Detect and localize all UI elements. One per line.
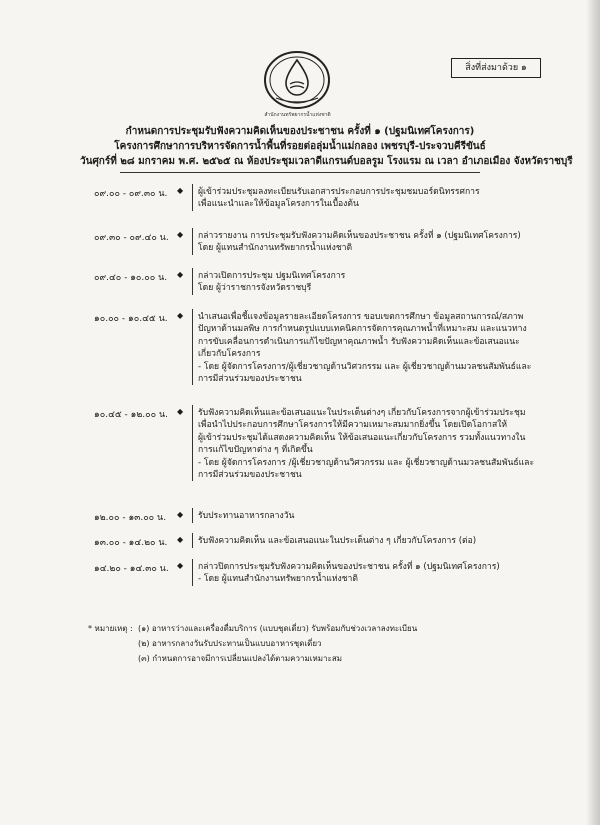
heading-line-3: วันศุกร์ที่ ๒๘ มกราคม พ.ศ. ๒๕๖๕ ณ ห้องประชุมเวลาดีแกรนด์บอลรูม โรงแรม ณ เวลา อำเภอเมือง จังหวัดราชบุรี [80,156,573,167]
heading-divider [120,172,480,173]
row-bar [192,508,193,523]
description-line: ปัญหาด้านมลพิษ การกำหนดรูปแบบเทคนิคการจัดการคุณภาพน้ำที่เหมาะสม และแนวทาง [198,324,527,335]
schedule-description [198,407,535,481]
note-item: (๓) กำหนดการอาจมีการเปลี่ยนแปลงได้ตามความเหมาะสม [138,654,342,663]
schedule-time: ๑๐.๔๕ - ๑๒.๐๐ น. [94,410,169,420]
schedule-time: ๑๒.๐๐ - ๑๓.๐๐ น. [94,513,167,523]
description-line: เพื่อนำไปประกอบการศึกษาโครงการให้มีความเหมาะสมมากยิ่งขึ้น โดยเปิดโอกาสให้ [198,420,508,431]
description-line: โดย ผู้แทนสำนักงานทรัพยากรน้ำแห่งชาติ [198,243,353,254]
row-bar [192,184,193,211]
description-line: โดย ผู้ว่าราชการจังหวัดราชบุรี [198,283,312,294]
schedule-description [198,230,521,255]
notes-label: * หมายเหตุ : [88,624,133,633]
description-line: รับประทานอาหารกลางวัน [198,511,295,521]
logo-caption: สำนักงานทรัพยากรน้ำแห่งชาติ [264,112,331,118]
schedule-description [198,510,498,522]
notes-list [138,621,438,666]
row-bar [192,268,193,295]
schedule-time: ๐๙.๔๐ - ๑๐.๐๐ น. [94,273,168,283]
description-line: กล่าวปิดการประชุมรับฟังความคิดเห็นของประชาชน ครั้งที่ ๑ (ปฐมนิเทศโครงการ) [198,562,500,572]
note-item: (๑) อาหารว่างและเครื่องดื่มบริการ (แบบชุดเดี่ยว) รับพร้อมกับช่วงเวลาลงทะเบียน [138,624,418,633]
description-line: - โดย ผู้จัดการโครงการ/ผู้เชี่ยวชาญด้านวิศวกรรม และ ผู้เชี่ยวชาญด้านมวลชนสัมพันธ์และ [198,361,532,372]
schedule-time: ๐๙.๓๐ - ๐๙.๔๐ น. [94,233,169,243]
schedule-description [198,535,498,547]
bullet-diamond-icon: ◆ [177,230,184,239]
description-line: การมีส่วนร่วมของประชาชน [198,374,302,385]
schedule-description [198,186,498,211]
description-line: เกี่ยวกับโครงการ [198,349,261,360]
row-bar [192,533,193,548]
note-item: (๒) อาหารกลางวันรับประทานเป็นแบบอาหารชุดเดี่ยว [138,639,322,648]
bullet-diamond-icon: ◆ [177,270,184,279]
bullet-diamond-icon: ◆ [177,510,184,519]
row-bar [192,559,193,586]
schedule-description [198,561,498,586]
schedule-description [198,311,532,385]
description-line: การมีส่วนร่วมของประชาชน [198,470,302,481]
page-edge-shadow [586,0,600,825]
bullet-diamond-icon: ◆ [177,186,184,195]
schedule-time: ๑๐.๐๐ - ๑๐.๔๕ น. [94,314,168,324]
row-bar [192,405,193,481]
agency-logo-icon [262,50,332,112]
row-bar [192,228,193,255]
heading-line-1: กำหนดการประชุมรับฟังความคิดเห็นของประชาชน ครั้งที่ ๑ (ปฐมนิเทศโครงการ) [125,126,475,137]
description-line: การขับเคลื่อนการดำเนินการแก้ไขปัญหาคุณภาพน้ำ รับฟังความคิดเห็นและข้อเสนอแนะ [198,336,520,347]
description-line: - โดย ผู้แทนสำนักงานทรัพยากรน้ำแห่งชาติ [198,574,358,585]
description-line: รับฟังความคิดเห็นและข้อเสนอแนะในประเด็นต่างๆ เกี่ยวกับโครงการจากผู้เข้าร่วมประชุม [198,408,526,418]
description-line: รับฟังความคิดเห็น และข้อเสนอแนะในประเด็นต่าง ๆ เกี่ยวกับโครงการ (ต่อ) [198,536,477,546]
description-line: กล่าวเปิดการประชุม ปฐมนิเทศโครงการ [198,271,346,281]
attachment-label: สิ่งที่ส่งมาด้วย ๑ [451,58,541,78]
bullet-diamond-icon: ◆ [177,561,184,570]
row-bar [192,309,193,385]
bullet-diamond-icon: ◆ [177,535,184,544]
bullet-diamond-icon: ◆ [177,407,184,416]
schedule-time: ๑๔.๒๐ - ๑๔.๓๐ น. [94,564,169,574]
bullet-diamond-icon: ◆ [177,311,184,320]
schedule-time: ๑๓.๐๐ - ๑๔.๒๐ น. [94,538,168,548]
schedule-description [198,270,498,295]
description-line: ผู้เข้าร่วมประชุมลงทะเบียนรับเอกสารประกอบการประชุมชมบอร์ดนิทรรศการ [198,187,480,197]
schedule-time: ๐๙.๐๐ - ๐๙.๓๐ น. [94,189,168,199]
description-line: - โดย ผู้จัดการโครงการ /ผู้เชี่ยวชาญด้านวิศวกรรม และ ผู้เชี่ยวชาญด้านมวลชนสัมพันธ์และ [198,457,535,468]
description-line: เพื่อแนะนำและให้ข้อมูลโครงการในเบื้องต้น [198,199,359,210]
heading-line-2: โครงการศึกษาการบริหารจัดการน้ำพื้นที่รอยต่อลุ่มน้ำแม่กลอง เพชรบุรี-ประจวบคีรีขันธ์ [114,141,486,152]
description-line: นำเสนอเพื่อชี้แจงข้อมูลรายละเอียดโครงการ ขอบเขตการศึกษา ข้อมูลสถานการณ์/สภาพ [198,312,524,322]
description-line: ผู้เข้าร่วมประชุมได้แสดงความคิดเห็น ให้ข้อเสนอแนะเกี่ยวกับโครงการ รวมทั้งแนวทางใน [198,432,526,443]
description-line: การแก้ไขปัญหาต่าง ๆ ที่เกิดขึ้น [198,445,313,456]
description-line: กล่าวรายงาน การประชุมรับฟังความคิดเห็นของประชาชน ครั้งที่ ๑ (ปฐมนิเทศโครงการ) [198,231,521,241]
